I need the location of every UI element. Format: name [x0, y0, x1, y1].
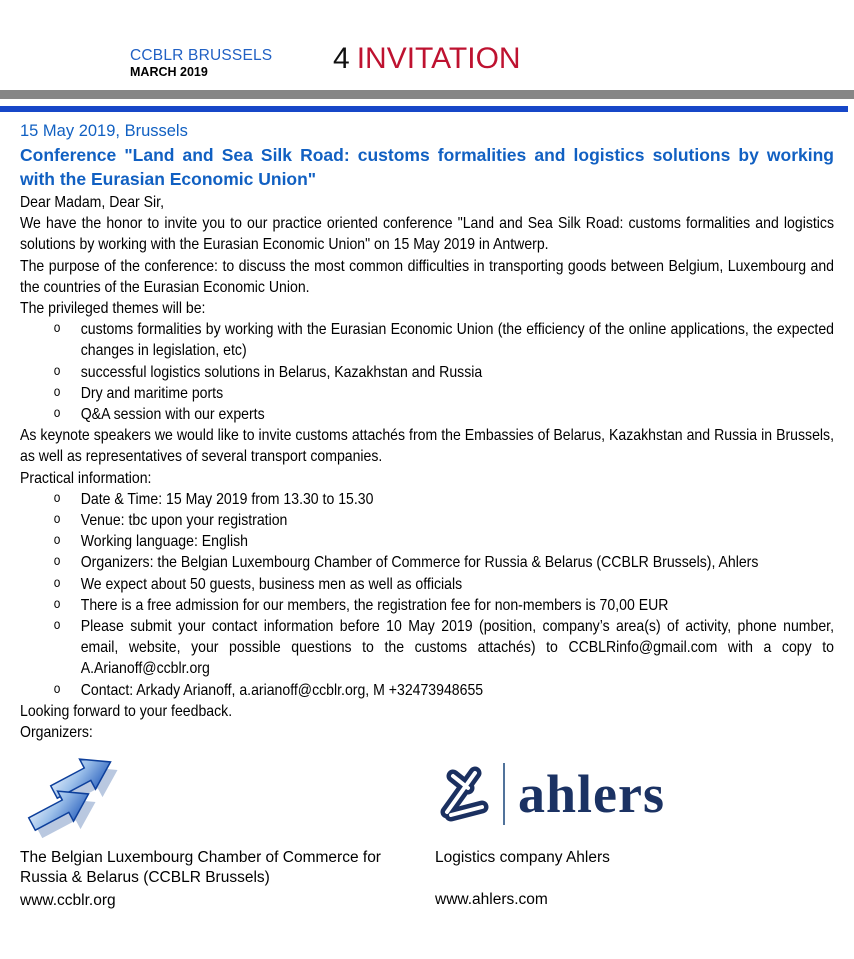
theme-item: [20, 404, 834, 425]
ccblr-organizer-block: [20, 748, 435, 911]
practical-item-text: There is a free admission for our members, the registration fee for non-members is 70,00 EUR: [80, 596, 669, 614]
divider-blue-bar: [0, 106, 848, 112]
ahlers-caption: Logistics company Ahlers: [435, 849, 610, 867]
theme-item: [20, 362, 834, 383]
bullet-icon: o: [53, 619, 61, 635]
dateline: 15 May 2019, Brussels: [20, 122, 188, 140]
bullet-icon: o: [53, 407, 61, 423]
conference-title: Conference "Land and Sea Silk Road: customs formalities and logistics solutions by working with the Eurasian Economic Union": [20, 145, 834, 189]
ahlers-mark-logo: [435, 762, 493, 826]
ahlers-logo: [435, 761, 834, 827]
invitation-letter: [0, 122, 854, 911]
organizers-label: Organizers:: [20, 724, 93, 742]
practical-item: [20, 574, 834, 595]
ccblr-arrows-logo: [24, 748, 142, 844]
theme-item-text: Q&A session with our experts: [80, 406, 265, 424]
ahlers-url: www.ahlers.com: [435, 891, 548, 909]
bullet-icon: o: [53, 534, 61, 550]
bullet-icon: o: [53, 597, 61, 613]
closing-line: Looking forward to your feedback.: [20, 702, 233, 720]
masthead: [0, 0, 854, 90]
bullet-icon: o: [53, 322, 61, 338]
practical-intro: Practical information:: [20, 469, 152, 487]
bullet-icon: o: [53, 576, 61, 592]
ahlers-organizer-block: [435, 748, 834, 911]
practical-item-text: Date & Time: 15 May 2019 from 13.30 to 15.30: [80, 490, 374, 508]
paragraph-purpose: The purpose of the conference: to discuss the most common difficulties in transporting goods between Belgium, Luxembourg and the countries of the Eurasian Economic Union.: [20, 257, 834, 296]
divider-gap: [0, 99, 854, 106]
theme-item-text: customs formalities by working with the Eurasian Economic Union (the efficiency of the online applications, the expected changes in legislation, etc): [80, 321, 835, 360]
bullet-icon: o: [53, 682, 61, 698]
bullet-icon: o: [53, 364, 61, 380]
theme-item-text: successful logistics solutions in Belarus, Kazakhstan and Russia: [80, 363, 483, 381]
practical-item: [20, 552, 834, 573]
bullet-icon: o: [53, 491, 61, 507]
practical-item: [20, 680, 834, 701]
letter-body: [20, 192, 834, 743]
theme-item: [20, 319, 834, 361]
practical-item-text: Working language: English: [80, 533, 248, 551]
practical-item: [20, 595, 834, 616]
theme-item: [20, 383, 834, 404]
practical-item: [20, 616, 834, 680]
bullet-icon: o: [53, 513, 61, 529]
brand-block: [130, 47, 272, 80]
bullet-icon: o: [53, 555, 61, 571]
practical-item-text: We expect about 50 guests, business men as well as officials: [80, 575, 463, 593]
brand-name: CCBLR BRUSSELS: [130, 47, 273, 64]
ccblr-caption: The Belgian Luxembourg Chamber of Commerce for Russia & Belarus (CCBLR Brussels): [20, 849, 381, 887]
page-number: 4: [333, 42, 350, 75]
issue-date: MARCH 2019: [130, 65, 208, 80]
practical-item: [20, 489, 834, 510]
ccblr-url: www.ccblr.org: [20, 892, 116, 910]
practical-item-text: Please submit your contact information before 10 May 2019 (position, company’s area(s) of activity, phone number, email, website, your possible questions to the customs attachés) to CCBLRinfo@gmail.com with a copy to A.Arianoff@ccblr.org: [80, 618, 835, 678]
practical-item: [20, 531, 834, 552]
salutation: Dear Madam, Dear Sir,: [20, 194, 164, 211]
organizers-logos: [20, 748, 834, 911]
paragraph-keynote: As keynote speakers we would like to invite customs attachés from the Embassies of Belarus, Kazakhstan and Russia in Brussels, as well as representatives of several transport companies.: [20, 427, 834, 466]
practical-list: [20, 489, 834, 701]
themes-intro: The privileged themes will be:: [20, 300, 206, 318]
practical-item: [20, 510, 834, 531]
practical-item-text: Contact: Arkady Arianoff, a.arianoff@ccblr.org, M +32473948655: [80, 681, 484, 699]
themes-list: [20, 319, 834, 425]
page-section-title: [333, 42, 521, 77]
practical-item-text: Venue: tbc upon your registration: [80, 512, 288, 530]
practical-item-text: Organizers: the Belgian Luxembourg Chamber of Commerce for Russia & Belarus (CCBLR Brussels), Ahlers: [80, 554, 759, 572]
bullet-icon: o: [53, 385, 61, 401]
paragraph-invite: We have the honor to invite you to our practice oriented conference "Land and Sea Silk Road: customs formalities and logistics solutions by working with the Eurasian Economic Union" on 15 May 2019 in Antwerp.: [20, 215, 834, 254]
section-title: INVITATION: [356, 42, 521, 75]
ahlers-wordmark: ahlers: [518, 764, 665, 825]
theme-item-text: Dry and maritime ports: [80, 384, 224, 402]
divider-gray-bar: [0, 90, 854, 99]
ahlers-logo-divider: [503, 763, 505, 825]
